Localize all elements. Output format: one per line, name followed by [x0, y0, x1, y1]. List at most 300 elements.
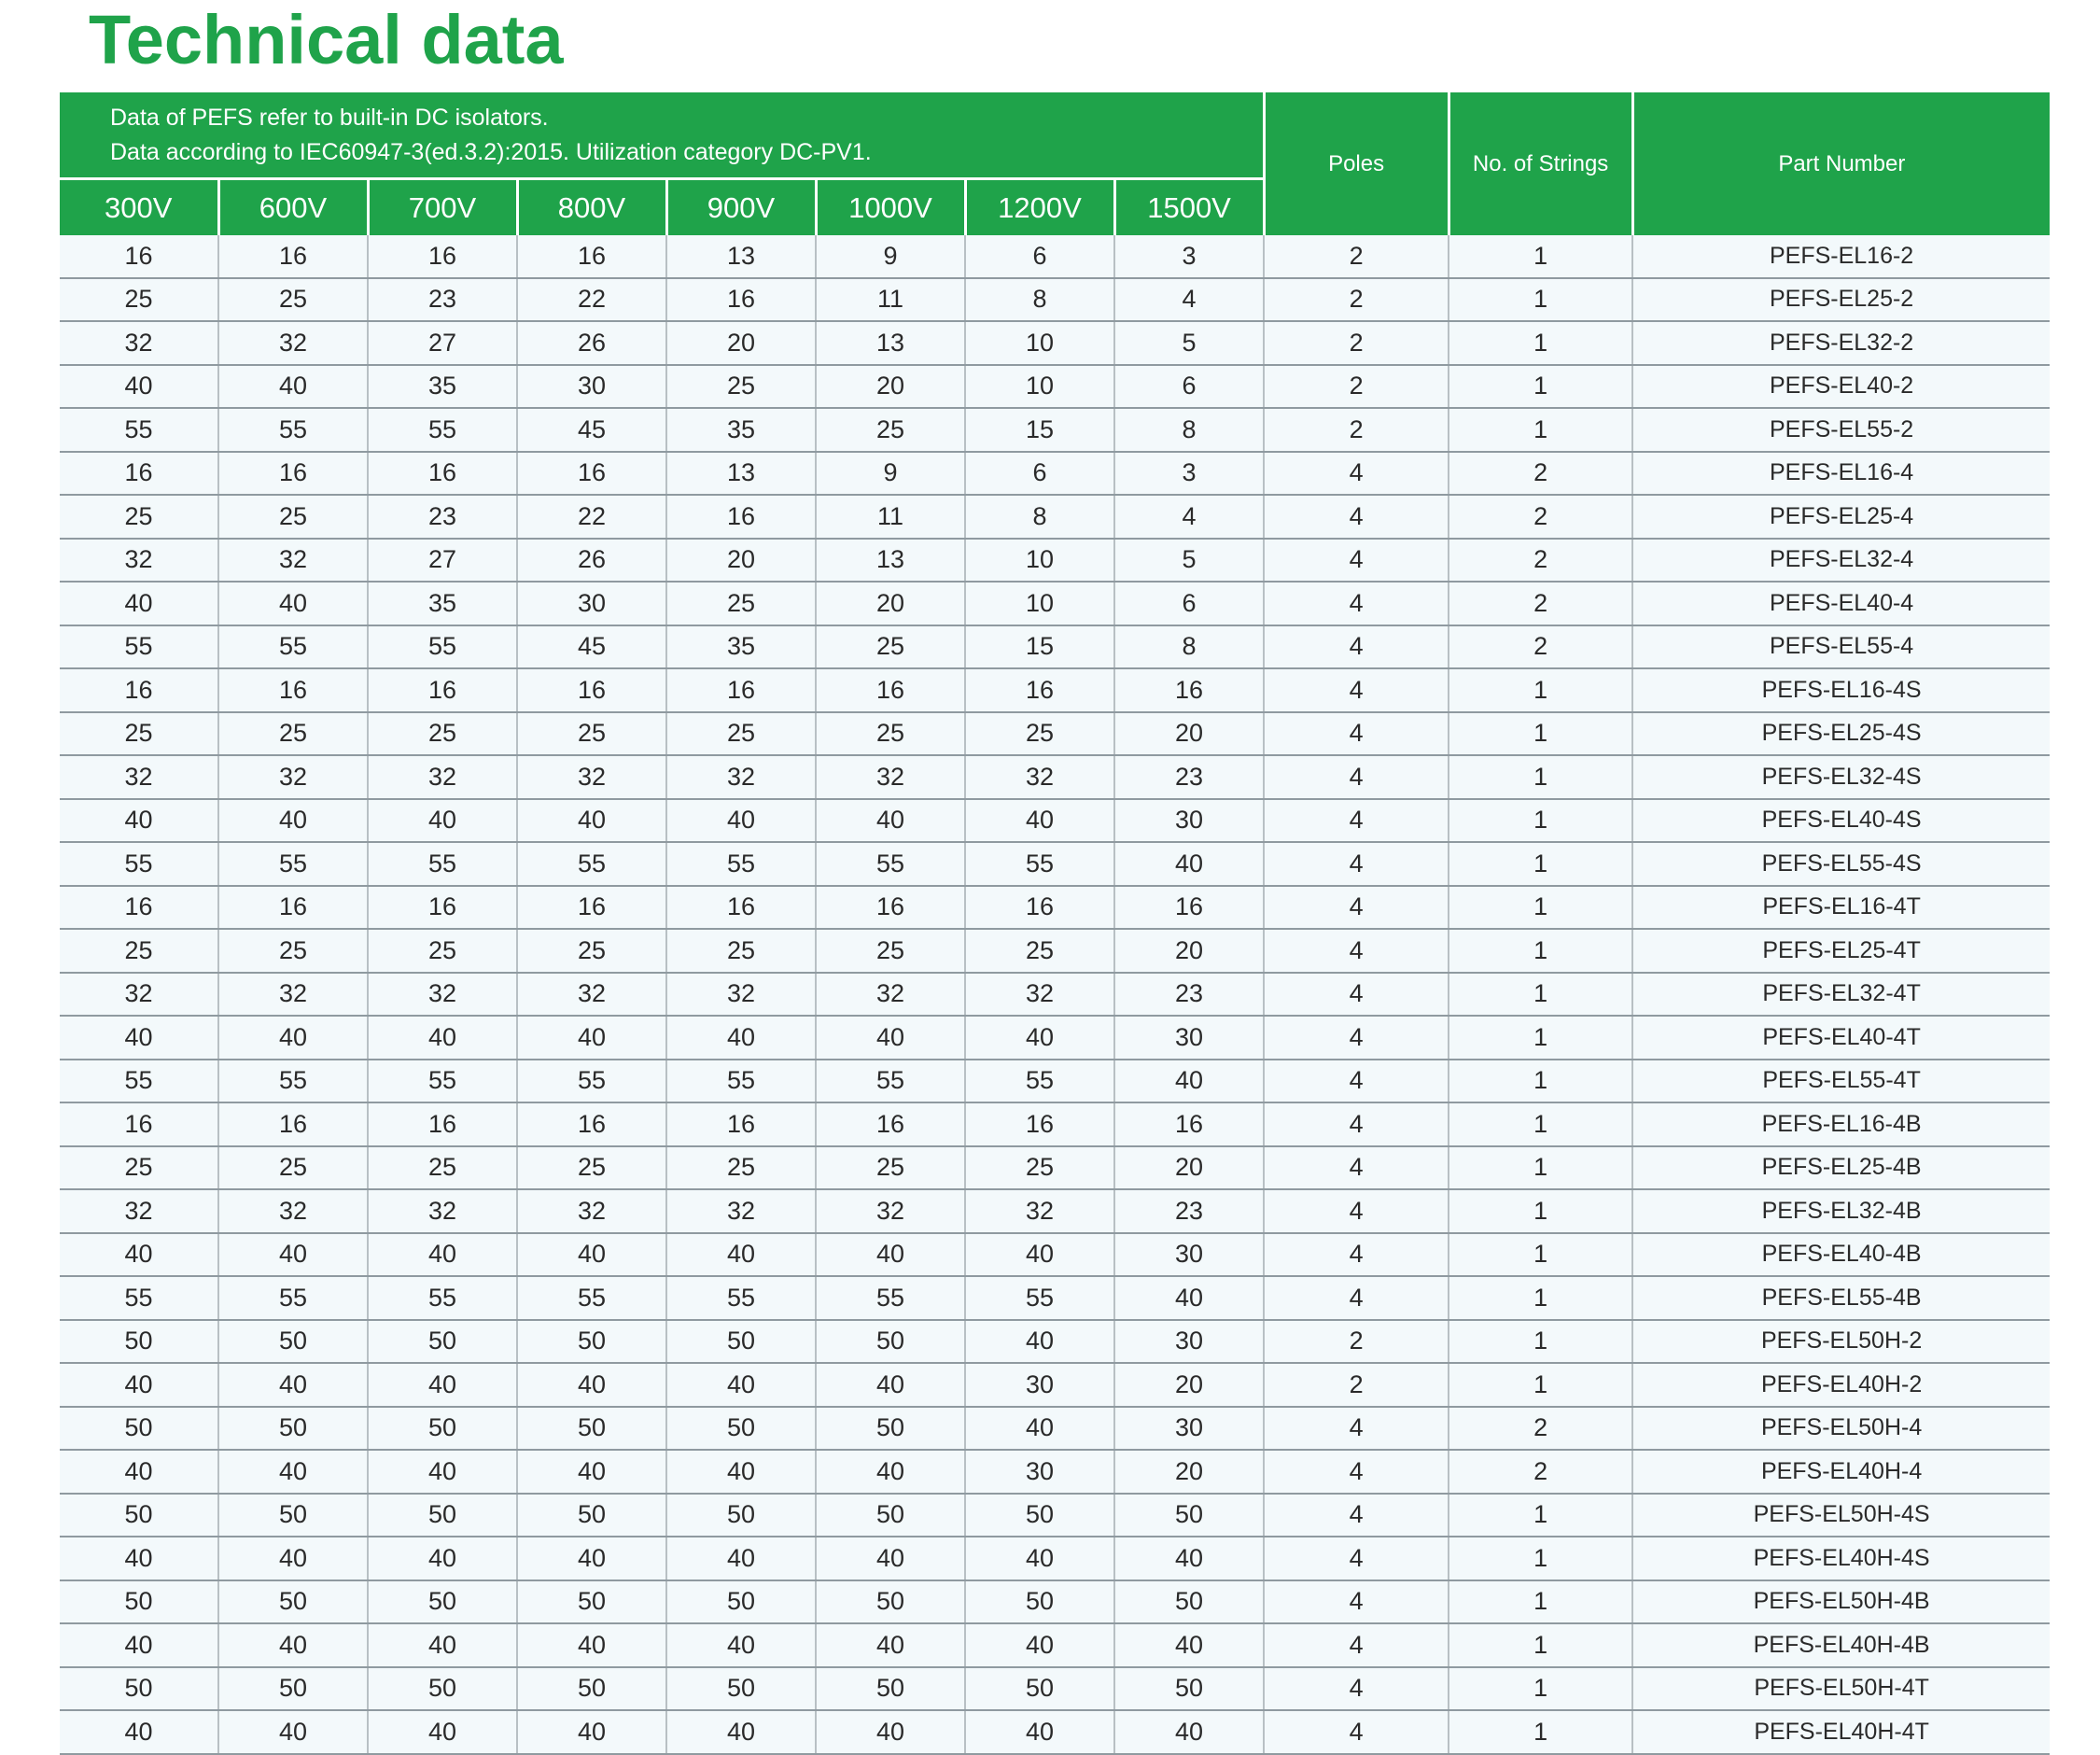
- cell-current-900v: 40: [666, 1537, 816, 1580]
- table-row: [60, 1710, 2050, 1754]
- cell-current-1200v: 25: [965, 712, 1114, 756]
- cell-current-1500v: 4: [1114, 278, 1264, 322]
- cell-current-700v: 23: [368, 278, 517, 322]
- cell-current-600v: 40: [218, 1623, 368, 1667]
- cell-current-700v: 40: [368, 1537, 517, 1580]
- cell-current-1200v: 10: [965, 539, 1114, 583]
- table-row: [60, 668, 2050, 712]
- table-row: [60, 408, 2050, 452]
- cell-current-900v: 25: [666, 929, 816, 973]
- table-note: [60, 92, 1264, 179]
- cell-current-900v: 40: [666, 1363, 816, 1407]
- cell-current-600v: 40: [218, 799, 368, 843]
- cell-current-600v: 40: [218, 1710, 368, 1754]
- cell-current-600v: 16: [218, 886, 368, 930]
- cell-poles: 2: [1264, 1320, 1449, 1364]
- cell-current-600v: 32: [218, 1189, 368, 1233]
- cell-current-300v: 40: [60, 1450, 218, 1494]
- cell-part-number: PEFS-EL40-4: [1632, 582, 2050, 625]
- cell-current-800v: 32: [517, 973, 666, 1017]
- table-row: [60, 1623, 2050, 1667]
- cell-current-900v: 40: [666, 1450, 816, 1494]
- cell-current-700v: 55: [368, 1060, 517, 1103]
- voltage-header-600v: 600V: [218, 179, 368, 236]
- cell-strings: 2: [1449, 495, 1632, 539]
- cell-current-900v: 40: [666, 1233, 816, 1277]
- cell-current-1200v: 6: [965, 235, 1114, 278]
- cell-current-1500v: 50: [1114, 1667, 1264, 1711]
- cell-strings: 1: [1449, 278, 1632, 322]
- cell-current-300v: 25: [60, 278, 218, 322]
- cell-current-900v: 32: [666, 1189, 816, 1233]
- table-row: [60, 1407, 2050, 1451]
- cell-current-800v: 40: [517, 1623, 666, 1667]
- cell-part-number: PEFS-EL50H-4: [1632, 1407, 2050, 1451]
- cell-current-1500v: 5: [1114, 321, 1264, 365]
- cell-part-number: PEFS-EL50H-2: [1632, 1320, 2050, 1364]
- cell-current-900v: 20: [666, 321, 816, 365]
- cell-current-800v: 26: [517, 539, 666, 583]
- cell-current-800v: 32: [517, 755, 666, 799]
- cell-current-1000v: 32: [816, 1189, 965, 1233]
- cell-current-600v: 32: [218, 755, 368, 799]
- cell-strings: 2: [1449, 625, 1632, 669]
- cell-current-1000v: 50: [816, 1494, 965, 1537]
- cell-current-1000v: 55: [816, 1276, 965, 1320]
- cell-current-1200v: 32: [965, 755, 1114, 799]
- cell-current-300v: 16: [60, 668, 218, 712]
- cell-current-800v: 40: [517, 1233, 666, 1277]
- table-row: [60, 1102, 2050, 1146]
- cell-poles: 4: [1264, 495, 1449, 539]
- cell-current-700v: 50: [368, 1407, 517, 1451]
- cell-part-number: PEFS-EL50H-4S: [1632, 1494, 2050, 1537]
- cell-current-700v: 40: [368, 799, 517, 843]
- cell-strings: 1: [1449, 1667, 1632, 1711]
- cell-current-600v: 25: [218, 712, 368, 756]
- cell-current-300v: 40: [60, 1016, 218, 1060]
- cell-current-1500v: 30: [1114, 1407, 1264, 1451]
- cell-poles: 4: [1264, 799, 1449, 843]
- cell-current-900v: 50: [666, 1667, 816, 1711]
- table-row: [60, 799, 2050, 843]
- cell-current-700v: 27: [368, 539, 517, 583]
- cell-strings: 1: [1449, 1580, 1632, 1624]
- cell-strings: 2: [1449, 1450, 1632, 1494]
- cell-current-1000v: 40: [816, 1710, 965, 1754]
- table-row: [60, 1667, 2050, 1711]
- cell-current-800v: 45: [517, 408, 666, 452]
- cell-part-number: PEFS-EL16-4S: [1632, 668, 2050, 712]
- poles-header: Poles: [1264, 92, 1449, 235]
- part-number-header: Part Number: [1632, 92, 2050, 235]
- cell-current-1000v: 40: [816, 1363, 965, 1407]
- cell-current-600v: 40: [218, 1363, 368, 1407]
- table-row: [60, 235, 2050, 278]
- cell-current-1200v: 15: [965, 408, 1114, 452]
- cell-current-1200v: 10: [965, 321, 1114, 365]
- cell-current-1000v: 40: [816, 1450, 965, 1494]
- cell-current-800v: 22: [517, 495, 666, 539]
- cell-poles: 4: [1264, 1667, 1449, 1711]
- cell-current-600v: 55: [218, 408, 368, 452]
- table-row: [60, 1363, 2050, 1407]
- cell-current-700v: 55: [368, 842, 517, 886]
- cell-current-800v: 30: [517, 582, 666, 625]
- cell-current-1200v: 50: [965, 1580, 1114, 1624]
- cell-strings: 1: [1449, 408, 1632, 452]
- cell-part-number: PEFS-EL32-4S: [1632, 755, 2050, 799]
- cell-current-1200v: 30: [965, 1363, 1114, 1407]
- cell-current-1500v: 30: [1114, 799, 1264, 843]
- cell-current-900v: 16: [666, 668, 816, 712]
- cell-current-700v: 25: [368, 1146, 517, 1190]
- cell-strings: 1: [1449, 1537, 1632, 1580]
- cell-current-300v: 25: [60, 712, 218, 756]
- cell-current-800v: 40: [517, 1450, 666, 1494]
- cell-current-800v: 40: [517, 1710, 666, 1754]
- table-body: [60, 235, 2050, 1754]
- table-header: [60, 92, 2050, 235]
- cell-current-600v: 50: [218, 1407, 368, 1451]
- cell-current-1000v: 50: [816, 1320, 965, 1364]
- cell-current-1200v: 40: [965, 1623, 1114, 1667]
- cell-current-300v: 40: [60, 582, 218, 625]
- cell-strings: 1: [1449, 1710, 1632, 1754]
- cell-current-1500v: 50: [1114, 1494, 1264, 1537]
- cell-part-number: PEFS-EL40-2: [1632, 365, 2050, 409]
- cell-part-number: PEFS-EL40H-4S: [1632, 1537, 2050, 1580]
- cell-poles: 4: [1264, 1102, 1449, 1146]
- cell-current-800v: 16: [517, 886, 666, 930]
- cell-current-300v: 50: [60, 1407, 218, 1451]
- cell-current-300v: 40: [60, 1710, 218, 1754]
- cell-current-800v: 55: [517, 1060, 666, 1103]
- cell-current-300v: 16: [60, 886, 218, 930]
- cell-current-1200v: 40: [965, 1320, 1114, 1364]
- cell-current-1500v: 30: [1114, 1233, 1264, 1277]
- cell-strings: 1: [1449, 1623, 1632, 1667]
- cell-current-1500v: 20: [1114, 712, 1264, 756]
- table-row: [60, 452, 2050, 496]
- cell-strings: 1: [1449, 1233, 1632, 1277]
- cell-current-700v: 55: [368, 408, 517, 452]
- cell-part-number: PEFS-EL50H-4B: [1632, 1580, 2050, 1624]
- cell-strings: 1: [1449, 755, 1632, 799]
- cell-part-number: PEFS-EL40H-4B: [1632, 1623, 2050, 1667]
- cell-current-1200v: 25: [965, 929, 1114, 973]
- cell-current-1200v: 55: [965, 842, 1114, 886]
- cell-poles: 4: [1264, 1189, 1449, 1233]
- cell-current-600v: 55: [218, 1276, 368, 1320]
- cell-current-1500v: 30: [1114, 1016, 1264, 1060]
- cell-current-900v: 40: [666, 1016, 816, 1060]
- cell-current-800v: 22: [517, 278, 666, 322]
- table-row: [60, 278, 2050, 322]
- cell-current-800v: 32: [517, 1189, 666, 1233]
- cell-current-700v: 16: [368, 668, 517, 712]
- cell-current-300v: 55: [60, 625, 218, 669]
- cell-poles: 4: [1264, 886, 1449, 930]
- table-row: [60, 625, 2050, 669]
- cell-strings: 1: [1449, 1276, 1632, 1320]
- table-row: [60, 365, 2050, 409]
- cell-current-1200v: 15: [965, 625, 1114, 669]
- cell-current-800v: 16: [517, 1102, 666, 1146]
- cell-part-number: PEFS-EL16-4B: [1632, 1102, 2050, 1146]
- cell-current-1500v: 23: [1114, 973, 1264, 1017]
- cell-strings: 1: [1449, 1189, 1632, 1233]
- cell-current-1200v: 8: [965, 495, 1114, 539]
- table-row: [60, 1494, 2050, 1537]
- cell-poles: 4: [1264, 1710, 1449, 1754]
- cell-current-1000v: 55: [816, 842, 965, 886]
- cell-part-number: PEFS-EL55-4T: [1632, 1060, 2050, 1103]
- cell-current-1000v: 13: [816, 539, 965, 583]
- cell-current-300v: 32: [60, 973, 218, 1017]
- cell-strings: 1: [1449, 886, 1632, 930]
- cell-part-number: PEFS-EL32-4B: [1632, 1189, 2050, 1233]
- cell-current-600v: 40: [218, 365, 368, 409]
- cell-current-900v: 50: [666, 1407, 816, 1451]
- cell-strings: 1: [1449, 321, 1632, 365]
- cell-current-700v: 55: [368, 625, 517, 669]
- cell-current-900v: 13: [666, 452, 816, 496]
- cell-current-1000v: 9: [816, 235, 965, 278]
- table-row: [60, 929, 2050, 973]
- cell-poles: 2: [1264, 1363, 1449, 1407]
- cell-current-300v: 55: [60, 842, 218, 886]
- voltage-header-1500v: 1500V: [1114, 179, 1264, 236]
- cell-current-1500v: 16: [1114, 668, 1264, 712]
- cell-current-800v: 40: [517, 1016, 666, 1060]
- cell-current-1500v: 50: [1114, 1580, 1264, 1624]
- voltage-header-1200v: 1200V: [965, 179, 1114, 236]
- cell-current-1500v: 20: [1114, 1363, 1264, 1407]
- cell-strings: 1: [1449, 842, 1632, 886]
- cell-current-700v: 55: [368, 1276, 517, 1320]
- cell-current-1500v: 20: [1114, 1450, 1264, 1494]
- cell-current-1500v: 20: [1114, 1146, 1264, 1190]
- cell-current-300v: 32: [60, 755, 218, 799]
- cell-poles: 4: [1264, 1450, 1449, 1494]
- cell-current-600v: 55: [218, 1060, 368, 1103]
- cell-poles: 4: [1264, 1016, 1449, 1060]
- cell-current-1500v: 16: [1114, 1102, 1264, 1146]
- cell-current-700v: 50: [368, 1667, 517, 1711]
- cell-current-900v: 25: [666, 365, 816, 409]
- cell-current-900v: 25: [666, 582, 816, 625]
- cell-poles: 4: [1264, 1233, 1449, 1277]
- cell-current-900v: 40: [666, 1710, 816, 1754]
- cell-current-1000v: 40: [816, 1233, 965, 1277]
- cell-current-700v: 35: [368, 582, 517, 625]
- cell-poles: 4: [1264, 842, 1449, 886]
- cell-current-1500v: 40: [1114, 1276, 1264, 1320]
- voltage-header-1000v: 1000V: [816, 179, 965, 236]
- cell-strings: 1: [1449, 668, 1632, 712]
- cell-part-number: PEFS-EL55-4B: [1632, 1276, 2050, 1320]
- cell-current-900v: 25: [666, 712, 816, 756]
- table-row: [60, 1320, 2050, 1364]
- cell-current-1000v: 25: [816, 929, 965, 973]
- cell-current-600v: 40: [218, 1537, 368, 1580]
- cell-current-1200v: 40: [965, 1407, 1114, 1451]
- cell-current-300v: 50: [60, 1320, 218, 1364]
- cell-current-700v: 35: [368, 365, 517, 409]
- cell-current-600v: 32: [218, 973, 368, 1017]
- cell-current-1500v: 40: [1114, 1060, 1264, 1103]
- cell-strings: 2: [1449, 582, 1632, 625]
- cell-part-number: PEFS-EL16-4T: [1632, 886, 2050, 930]
- cell-current-1000v: 40: [816, 1623, 965, 1667]
- page-title: Technical data: [89, 1, 564, 78]
- cell-current-1500v: 40: [1114, 1710, 1264, 1754]
- cell-current-1500v: 6: [1114, 582, 1264, 625]
- cell-current-300v: 40: [60, 799, 218, 843]
- note-line-1: Data of PEFS refer to built-in DC isolators.: [110, 104, 549, 131]
- cell-poles: 4: [1264, 1537, 1449, 1580]
- cell-current-1000v: 11: [816, 278, 965, 322]
- cell-poles: 4: [1264, 929, 1449, 973]
- cell-current-600v: 40: [218, 582, 368, 625]
- cell-current-1000v: 32: [816, 755, 965, 799]
- cell-current-600v: 32: [218, 321, 368, 365]
- cell-current-1000v: 40: [816, 1537, 965, 1580]
- cell-current-1200v: 8: [965, 278, 1114, 322]
- strings-header: No. of Strings: [1449, 92, 1632, 235]
- cell-current-600v: 16: [218, 452, 368, 496]
- cell-part-number: PEFS-EL25-4T: [1632, 929, 2050, 973]
- cell-current-700v: 16: [368, 452, 517, 496]
- table-row: [60, 539, 2050, 583]
- cell-current-1000v: 40: [816, 1016, 965, 1060]
- cell-current-300v: 16: [60, 235, 218, 278]
- cell-poles: 4: [1264, 1407, 1449, 1451]
- cell-strings: 1: [1449, 365, 1632, 409]
- cell-poles: 4: [1264, 582, 1449, 625]
- cell-current-900v: 25: [666, 1146, 816, 1190]
- cell-current-1500v: 40: [1114, 842, 1264, 886]
- cell-current-800v: 16: [517, 235, 666, 278]
- cell-current-800v: 16: [517, 668, 666, 712]
- cell-current-700v: 32: [368, 755, 517, 799]
- cell-current-600v: 40: [218, 1450, 368, 1494]
- cell-poles: 4: [1264, 1060, 1449, 1103]
- cell-part-number: PEFS-EL32-2: [1632, 321, 2050, 365]
- cell-current-800v: 55: [517, 842, 666, 886]
- cell-current-800v: 40: [517, 1363, 666, 1407]
- cell-current-1200v: 16: [965, 886, 1114, 930]
- cell-current-1200v: 16: [965, 1102, 1114, 1146]
- cell-poles: 4: [1264, 1623, 1449, 1667]
- cell-strings: 1: [1449, 929, 1632, 973]
- cell-strings: 2: [1449, 452, 1632, 496]
- cell-current-1500v: 40: [1114, 1623, 1264, 1667]
- cell-current-700v: 16: [368, 886, 517, 930]
- cell-current-800v: 55: [517, 1276, 666, 1320]
- table-row: [60, 842, 2050, 886]
- cell-part-number: PEFS-EL40H-4: [1632, 1450, 2050, 1494]
- cell-current-800v: 16: [517, 452, 666, 496]
- cell-current-900v: 35: [666, 408, 816, 452]
- cell-current-700v: 40: [368, 1450, 517, 1494]
- cell-current-300v: 40: [60, 1363, 218, 1407]
- table-row: [60, 1450, 2050, 1494]
- cell-part-number: PEFS-EL25-4S: [1632, 712, 2050, 756]
- cell-current-600v: 40: [218, 1016, 368, 1060]
- cell-current-1200v: 55: [965, 1060, 1114, 1103]
- cell-current-1500v: 3: [1114, 452, 1264, 496]
- cell-current-1200v: 40: [965, 799, 1114, 843]
- cell-current-1000v: 40: [816, 799, 965, 843]
- table-row: [60, 1189, 2050, 1233]
- cell-part-number: PEFS-EL32-4: [1632, 539, 2050, 583]
- cell-current-600v: 25: [218, 278, 368, 322]
- cell-current-900v: 50: [666, 1580, 816, 1624]
- cell-current-900v: 32: [666, 973, 816, 1017]
- cell-current-1000v: 55: [816, 1060, 965, 1103]
- cell-current-1500v: 4: [1114, 495, 1264, 539]
- cell-current-700v: 40: [368, 1016, 517, 1060]
- cell-current-800v: 50: [517, 1667, 666, 1711]
- cell-current-600v: 32: [218, 539, 368, 583]
- cell-current-700v: 16: [368, 235, 517, 278]
- cell-strings: 2: [1449, 539, 1632, 583]
- cell-current-300v: 40: [60, 1233, 218, 1277]
- cell-current-900v: 40: [666, 1623, 816, 1667]
- cell-poles: 4: [1264, 539, 1449, 583]
- cell-current-900v: 55: [666, 1060, 816, 1103]
- cell-current-300v: 55: [60, 1060, 218, 1103]
- cell-current-1000v: 25: [816, 712, 965, 756]
- cell-current-900v: 55: [666, 842, 816, 886]
- cell-current-300v: 50: [60, 1580, 218, 1624]
- cell-current-600v: 50: [218, 1320, 368, 1364]
- cell-poles: 2: [1264, 408, 1449, 452]
- cell-part-number: PEFS-EL40-4B: [1632, 1233, 2050, 1277]
- cell-current-1200v: 32: [965, 973, 1114, 1017]
- cell-poles: 4: [1264, 755, 1449, 799]
- cell-current-1000v: 25: [816, 1146, 965, 1190]
- cell-current-600v: 25: [218, 495, 368, 539]
- cell-part-number: PEFS-EL55-2: [1632, 408, 2050, 452]
- cell-current-900v: 13: [666, 235, 816, 278]
- table-row: [60, 321, 2050, 365]
- cell-current-800v: 50: [517, 1407, 666, 1451]
- cell-current-1000v: 25: [816, 408, 965, 452]
- cell-current-900v: 32: [666, 755, 816, 799]
- cell-part-number: PEFS-EL55-4S: [1632, 842, 2050, 886]
- cell-current-1500v: 20: [1114, 929, 1264, 973]
- table-row: [60, 1276, 2050, 1320]
- cell-current-900v: 50: [666, 1494, 816, 1537]
- table-row: [60, 1233, 2050, 1277]
- table-row: [60, 1016, 2050, 1060]
- cell-current-700v: 25: [368, 712, 517, 756]
- table-row: [60, 973, 2050, 1017]
- cell-current-700v: 16: [368, 1102, 517, 1146]
- cell-current-1200v: 40: [965, 1710, 1114, 1754]
- cell-current-1500v: 23: [1114, 1189, 1264, 1233]
- table-row: [60, 755, 2050, 799]
- voltage-header-800v: 800V: [517, 179, 666, 236]
- cell-current-700v: 40: [368, 1233, 517, 1277]
- cell-current-1200v: 50: [965, 1494, 1114, 1537]
- cell-current-1200v: 25: [965, 1146, 1114, 1190]
- cell-current-300v: 55: [60, 1276, 218, 1320]
- cell-current-300v: 55: [60, 408, 218, 452]
